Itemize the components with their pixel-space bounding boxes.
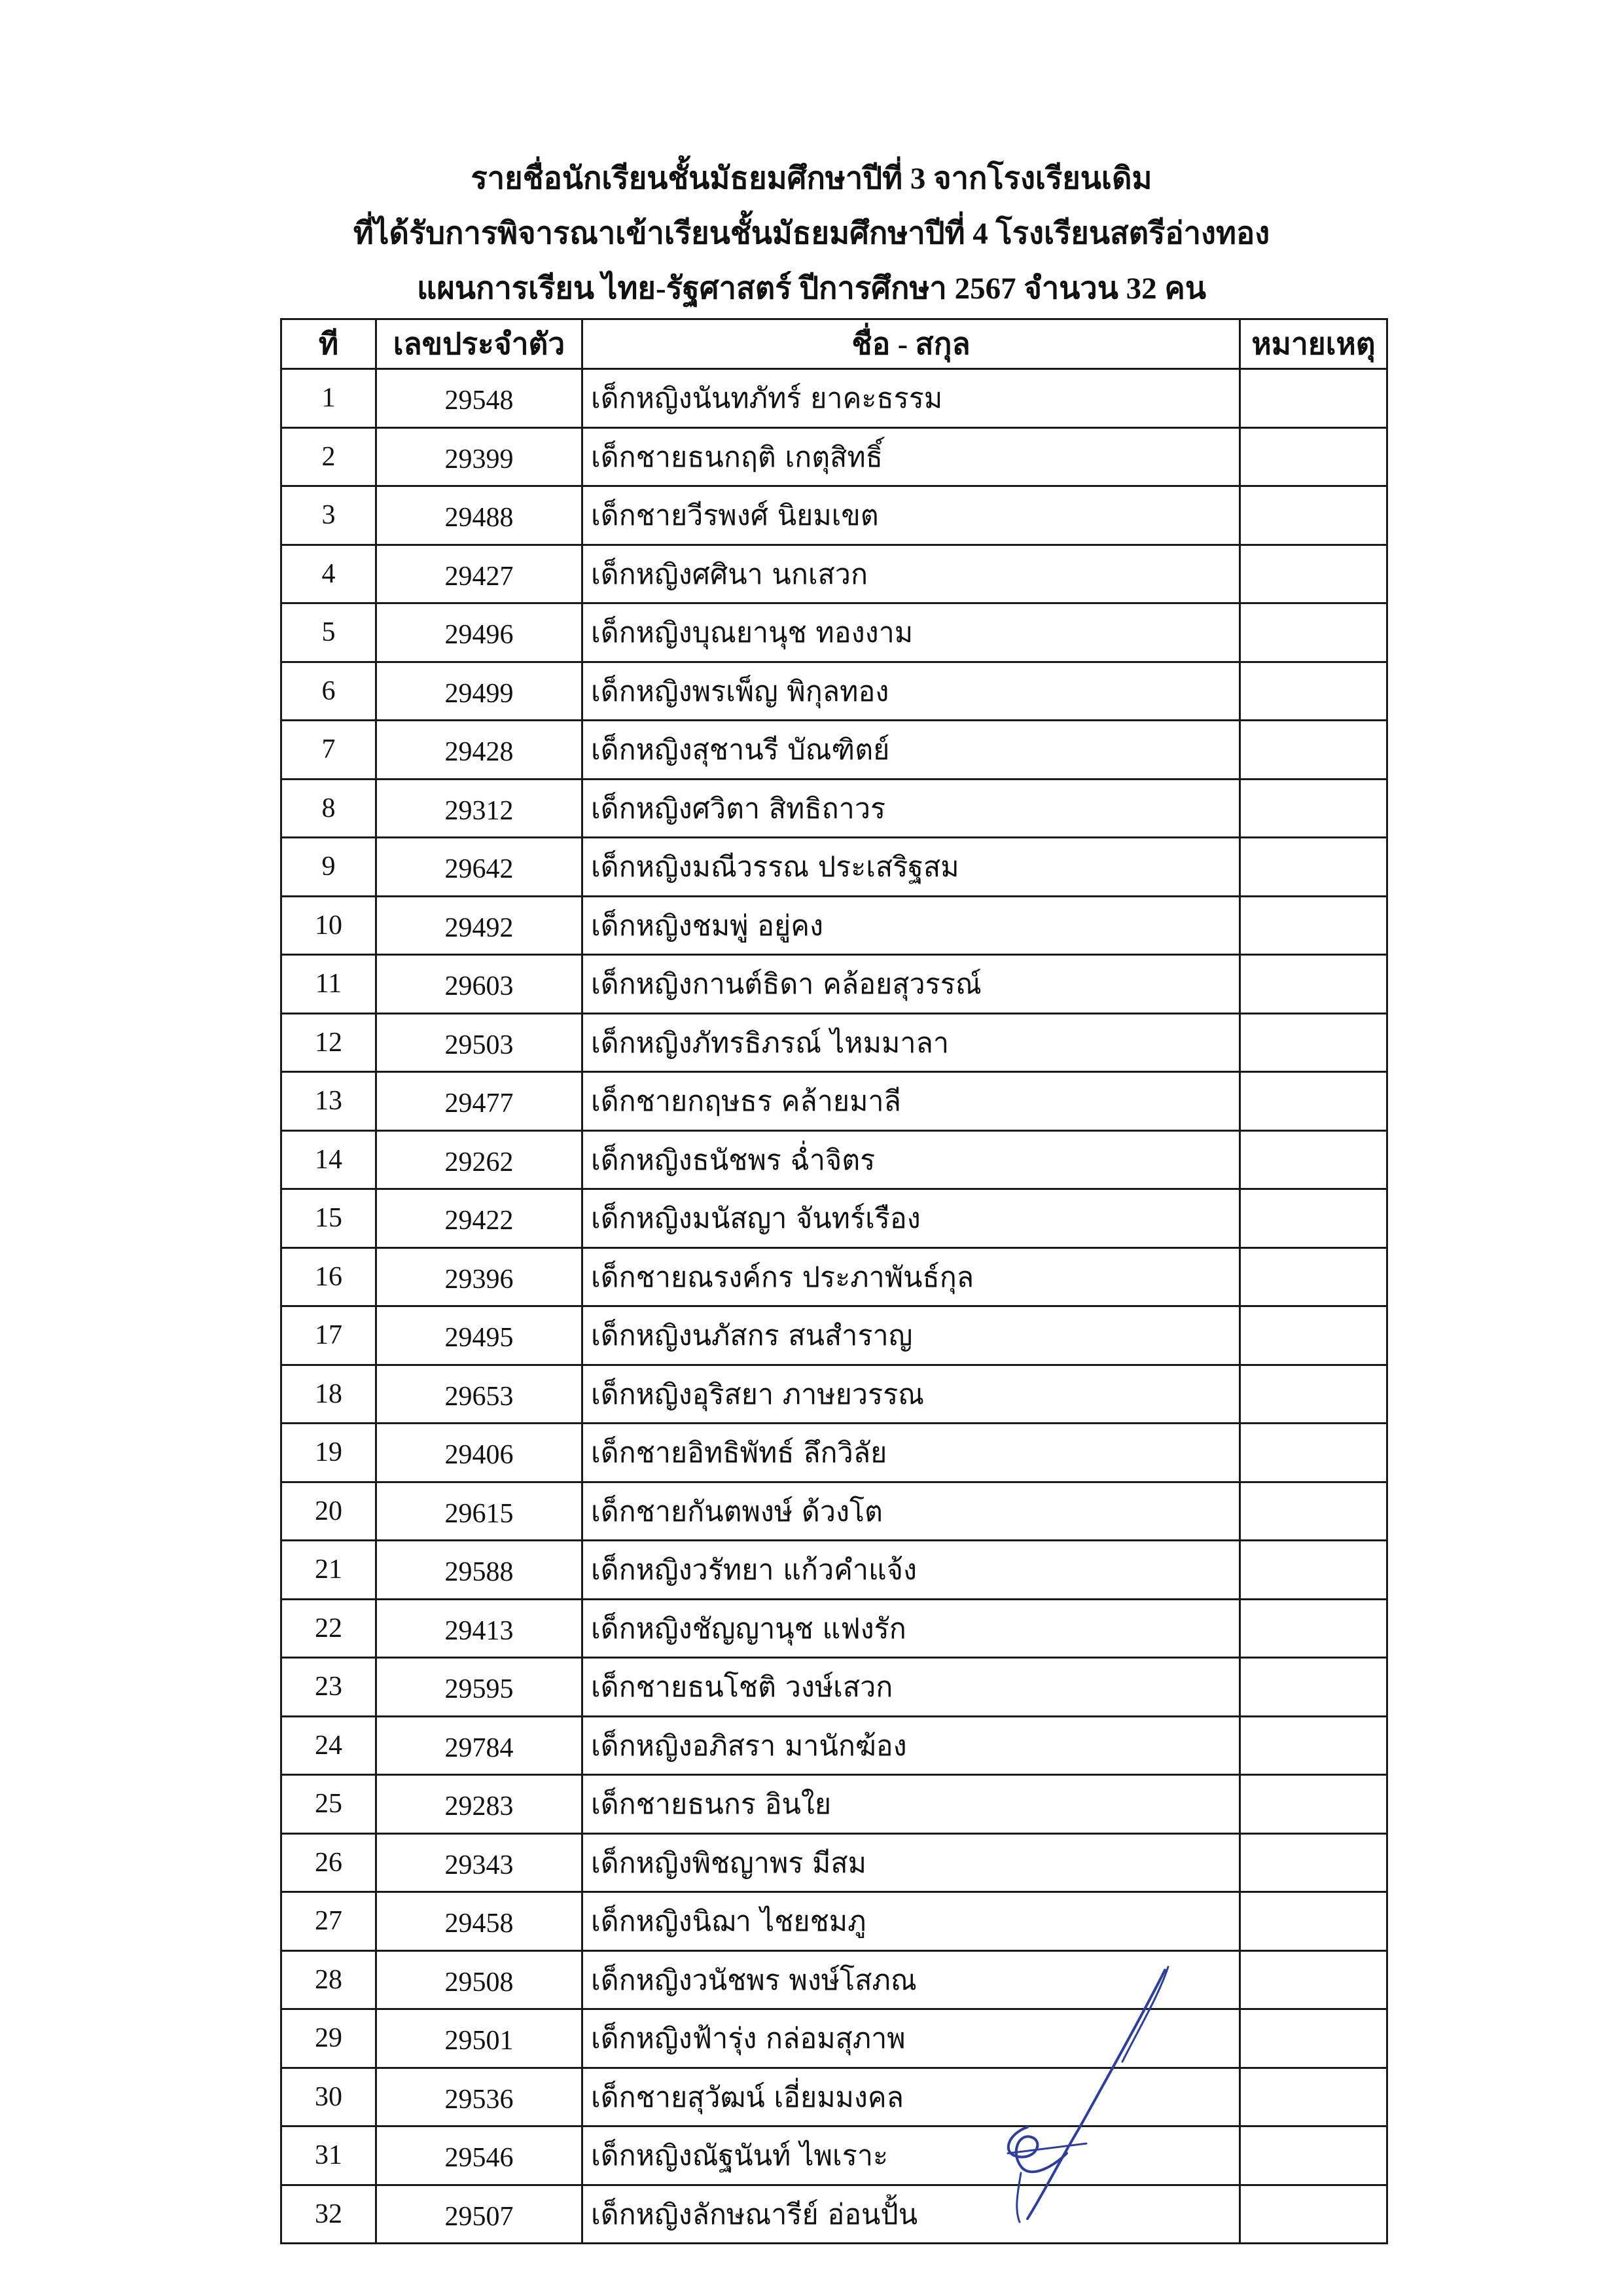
student-name: เด็กหญิงนันทภัทร์ ยาคะธรรม	[582, 369, 1240, 428]
remarks-cell	[1240, 1658, 1387, 1717]
student-id: 29588	[376, 1541, 582, 1600]
signature-mark	[982, 1957, 1191, 2232]
row-number: 4	[281, 545, 376, 603]
remarks-cell	[1240, 1482, 1387, 1541]
student-id: 29499	[376, 662, 582, 721]
student-id: 29427	[376, 545, 582, 603]
row-number: 8	[281, 779, 376, 838]
row-number: 14	[281, 1130, 376, 1189]
row-number: 15	[281, 1189, 376, 1248]
student-name: เด็กหญิงศวิตา สิทธิถาวร	[582, 779, 1240, 838]
table-row	[281, 1775, 1387, 1834]
student-id: 29262	[376, 1130, 582, 1189]
table-row	[281, 369, 1387, 428]
row-number: 2	[281, 427, 376, 486]
student-name: เด็กชายกฤษธร คล้ายมาลี	[582, 1072, 1240, 1131]
student-id: 29784	[376, 1716, 582, 1775]
student-id: 29508	[376, 1950, 582, 2009]
header-number: ที	[281, 319, 376, 369]
student-name: เด็กหญิงภัทรธิภรณ์ ไหมมาลา	[582, 1013, 1240, 1072]
row-number: 25	[281, 1775, 376, 1834]
table-row	[281, 1833, 1387, 1892]
student-id: 29603	[376, 955, 582, 1014]
student-name: เด็กหญิงนิฌา ไชยชมภู	[582, 1892, 1240, 1951]
remarks-cell	[1240, 369, 1387, 428]
row-number: 12	[281, 1013, 376, 1072]
table-row	[281, 1716, 1387, 1775]
row-number: 22	[281, 1599, 376, 1658]
student-id: 29653	[376, 1365, 582, 1424]
student-name: เด็กหญิงวรัทยา แก้วคำแจ้ง	[582, 1541, 1240, 1600]
student-id: 29343	[376, 1833, 582, 1892]
row-number: 3	[281, 486, 376, 545]
student-name: เด็กหญิงกานต์ธิดา คล้อยสุวรรณ์	[582, 955, 1240, 1014]
row-number: 20	[281, 1482, 376, 1541]
row-number: 31	[281, 2126, 376, 2185]
table-row	[281, 779, 1387, 838]
table-row	[281, 955, 1387, 1014]
student-name: เด็กชายอิทธิพัทธ์ ลึกวิลัย	[582, 1424, 1240, 1482]
student-id: 29507	[376, 2185, 582, 2244]
row-number: 26	[281, 1833, 376, 1892]
student-id: 29488	[376, 486, 582, 545]
row-number: 19	[281, 1424, 376, 1482]
remarks-cell	[1240, 838, 1387, 897]
table-row	[281, 1247, 1387, 1306]
remarks-cell	[1240, 1306, 1387, 1365]
student-name: เด็กหญิงบุณยานุช ทองงาม	[582, 603, 1240, 662]
row-number: 9	[281, 838, 376, 897]
table-body	[281, 369, 1387, 2244]
remarks-cell	[1240, 1424, 1387, 1482]
remarks-cell	[1240, 896, 1387, 955]
remarks-cell	[1240, 779, 1387, 838]
row-number: 5	[281, 603, 376, 662]
remarks-cell	[1240, 2185, 1387, 2244]
student-id: 29312	[376, 779, 582, 838]
table-row	[281, 1130, 1387, 1189]
student-name: เด็กหญิงชัญญานุช แฟงรัก	[582, 1599, 1240, 1658]
student-id: 29595	[376, 1658, 582, 1717]
student-roster-table	[280, 318, 1388, 2244]
remarks-cell	[1240, 1775, 1387, 1834]
student-name: เด็กชายสุวัฒน์ เอี่ยมมงคล	[582, 2068, 1240, 2126]
row-number: 13	[281, 1072, 376, 1131]
table-row	[281, 1482, 1387, 1541]
table-row	[281, 721, 1387, 780]
row-number: 18	[281, 1365, 376, 1424]
table-row	[281, 486, 1387, 545]
student-id: 29492	[376, 896, 582, 955]
student-name: เด็กหญิงนภัสกร สนสำราญ	[582, 1306, 1240, 1365]
table-row	[281, 2068, 1387, 2126]
student-id: 29503	[376, 1013, 582, 1072]
student-id: 29548	[376, 369, 582, 428]
student-name: เด็กหญิงฟ้ารุ่ง กล่อมสุภาพ	[582, 2009, 1240, 2068]
student-id: 29428	[376, 721, 582, 780]
heading-line-1: รายชื่อนักเรียนชั้นมัธยมศึกษาปีที่ 3 จากโรงเรียนเดิม	[471, 162, 1152, 196]
row-number: 6	[281, 662, 376, 721]
row-number: 11	[281, 955, 376, 1014]
table-row	[281, 2185, 1387, 2244]
remarks-cell	[1240, 1833, 1387, 1892]
row-number: 27	[281, 1892, 376, 1951]
row-number: 1	[281, 369, 376, 428]
table-row	[281, 2009, 1387, 2068]
row-number: 29	[281, 2009, 376, 2068]
remarks-cell	[1240, 545, 1387, 603]
student-name: เด็กหญิงพิชญาพร มีสม	[582, 1833, 1240, 1892]
header-name: ชื่อ - สกุล	[582, 319, 1240, 369]
student-id: 29413	[376, 1599, 582, 1658]
row-number: 21	[281, 1541, 376, 1600]
remarks-cell	[1240, 486, 1387, 545]
remarks-cell	[1240, 1599, 1387, 1658]
table-row	[281, 662, 1387, 721]
row-number: 23	[281, 1658, 376, 1717]
table-header-row	[281, 319, 1387, 369]
student-id: 29458	[376, 1892, 582, 1951]
student-name: เด็กหญิงธนัชพร ฉ่ำจิตร	[582, 1130, 1240, 1189]
student-name: เด็กชายธนโชติ วงษ์เสวก	[582, 1658, 1240, 1717]
table-row	[281, 1541, 1387, 1600]
student-name: เด็กชายธนกร อินใย	[582, 1775, 1240, 1834]
student-id: 29399	[376, 427, 582, 486]
student-id: 29477	[376, 1072, 582, 1131]
student-name: เด็กหญิงศศินา นกเสวก	[582, 545, 1240, 603]
student-name: เด็กหญิงอุริสยา ภาษยวรรณ	[582, 1365, 1240, 1424]
row-number: 16	[281, 1247, 376, 1306]
row-number: 7	[281, 721, 376, 780]
table-row	[281, 1950, 1387, 2009]
header-student-id: เลขประจำตัว	[376, 319, 582, 369]
table-row	[281, 838, 1387, 897]
remarks-cell	[1240, 2126, 1387, 2185]
row-number: 24	[281, 1716, 376, 1775]
student-name: เด็กหญิงพรเพ็ญ พิกุลทอง	[582, 662, 1240, 721]
remarks-cell	[1240, 1072, 1387, 1131]
table-row	[281, 1658, 1387, 1717]
row-number: 17	[281, 1306, 376, 1365]
remarks-cell	[1240, 2009, 1387, 2068]
student-id: 29536	[376, 2068, 582, 2126]
remarks-cell	[1240, 1716, 1387, 1775]
remarks-cell	[1240, 955, 1387, 1014]
student-name: เด็กหญิงอภิสรา มานักฆ้อง	[582, 1716, 1240, 1775]
student-name: เด็กหญิงลักษณารีย์ อ่อนปั้น	[582, 2185, 1240, 2244]
table-row	[281, 1072, 1387, 1131]
table-row	[281, 1365, 1387, 1424]
remarks-cell	[1240, 1892, 1387, 1951]
table-row	[281, 1013, 1387, 1072]
student-name: เด็กหญิงมณีวรรณ ประเสริฐสม	[582, 838, 1240, 897]
table-row	[281, 427, 1387, 486]
table-row	[281, 1599, 1387, 1658]
table-row	[281, 1306, 1387, 1365]
remarks-cell	[1240, 1247, 1387, 1306]
table-row	[281, 1189, 1387, 1248]
row-number: 32	[281, 2185, 376, 2244]
student-id: 29496	[376, 603, 582, 662]
table-row	[281, 1424, 1387, 1482]
remarks-cell	[1240, 2068, 1387, 2126]
student-id: 29642	[376, 838, 582, 897]
table-row	[281, 2126, 1387, 2185]
remarks-cell	[1240, 1189, 1387, 1248]
student-name: เด็กชายกันตพงษ์ ด้วงโต	[582, 1482, 1240, 1541]
table-row	[281, 603, 1387, 662]
row-number: 28	[281, 1950, 376, 2009]
header-remarks: หมายเหตุ	[1240, 319, 1387, 369]
student-name: เด็กชายธนกฤติ เกตุสิทธิ์	[582, 427, 1240, 486]
remarks-cell	[1240, 721, 1387, 780]
table-row	[281, 896, 1387, 955]
student-name: เด็กหญิงมนัสญา จันทร์เรือง	[582, 1189, 1240, 1248]
student-id: 29406	[376, 1424, 582, 1482]
student-name: เด็กชายวีรพงศ์ นิยมเขต	[582, 486, 1240, 545]
remarks-cell	[1240, 1541, 1387, 1600]
row-number: 10	[281, 896, 376, 955]
remarks-cell	[1240, 1950, 1387, 2009]
remarks-cell	[1240, 427, 1387, 486]
student-name: เด็กหญิงณัฐนันท์ ไพเราะ	[582, 2126, 1240, 2185]
remarks-cell	[1240, 662, 1387, 721]
student-name: เด็กหญิงวนัชพร พงษ์โสภณ	[582, 1950, 1240, 2009]
remarks-cell	[1240, 603, 1387, 662]
student-id: 29546	[376, 2126, 582, 2185]
student-name: เด็กหญิงสุชานรี บัณฑิตย์	[582, 721, 1240, 780]
student-id: 29396	[376, 1247, 582, 1306]
student-name: เด็กชายณรงค์กร ประภาพันธ์กุล	[582, 1247, 1240, 1306]
row-number: 30	[281, 2068, 376, 2126]
remarks-cell	[1240, 1130, 1387, 1189]
heading-line-3: แผนการเรียน ไทย-รัฐศาสตร์ ปีการศึกษา 2567 จำนวน 32 คน	[417, 272, 1206, 306]
student-id: 29495	[376, 1306, 582, 1365]
table-row	[281, 1892, 1387, 1951]
remarks-cell	[1240, 1365, 1387, 1424]
student-id: 29283	[376, 1775, 582, 1834]
student-id: 29501	[376, 2009, 582, 2068]
student-id: 29615	[376, 1482, 582, 1541]
remarks-cell	[1240, 1013, 1387, 1072]
table-row	[281, 545, 1387, 603]
student-id: 29422	[376, 1189, 582, 1248]
heading-line-2: ที่ได้รับการพิจารณาเข้าเรียนชั้นมัธยมศึกษาปีที่ 4 โรงเรียนสตรีอ่างทอง	[353, 217, 1270, 251]
student-name: เด็กหญิงชมพู่ อยู่คง	[582, 896, 1240, 955]
